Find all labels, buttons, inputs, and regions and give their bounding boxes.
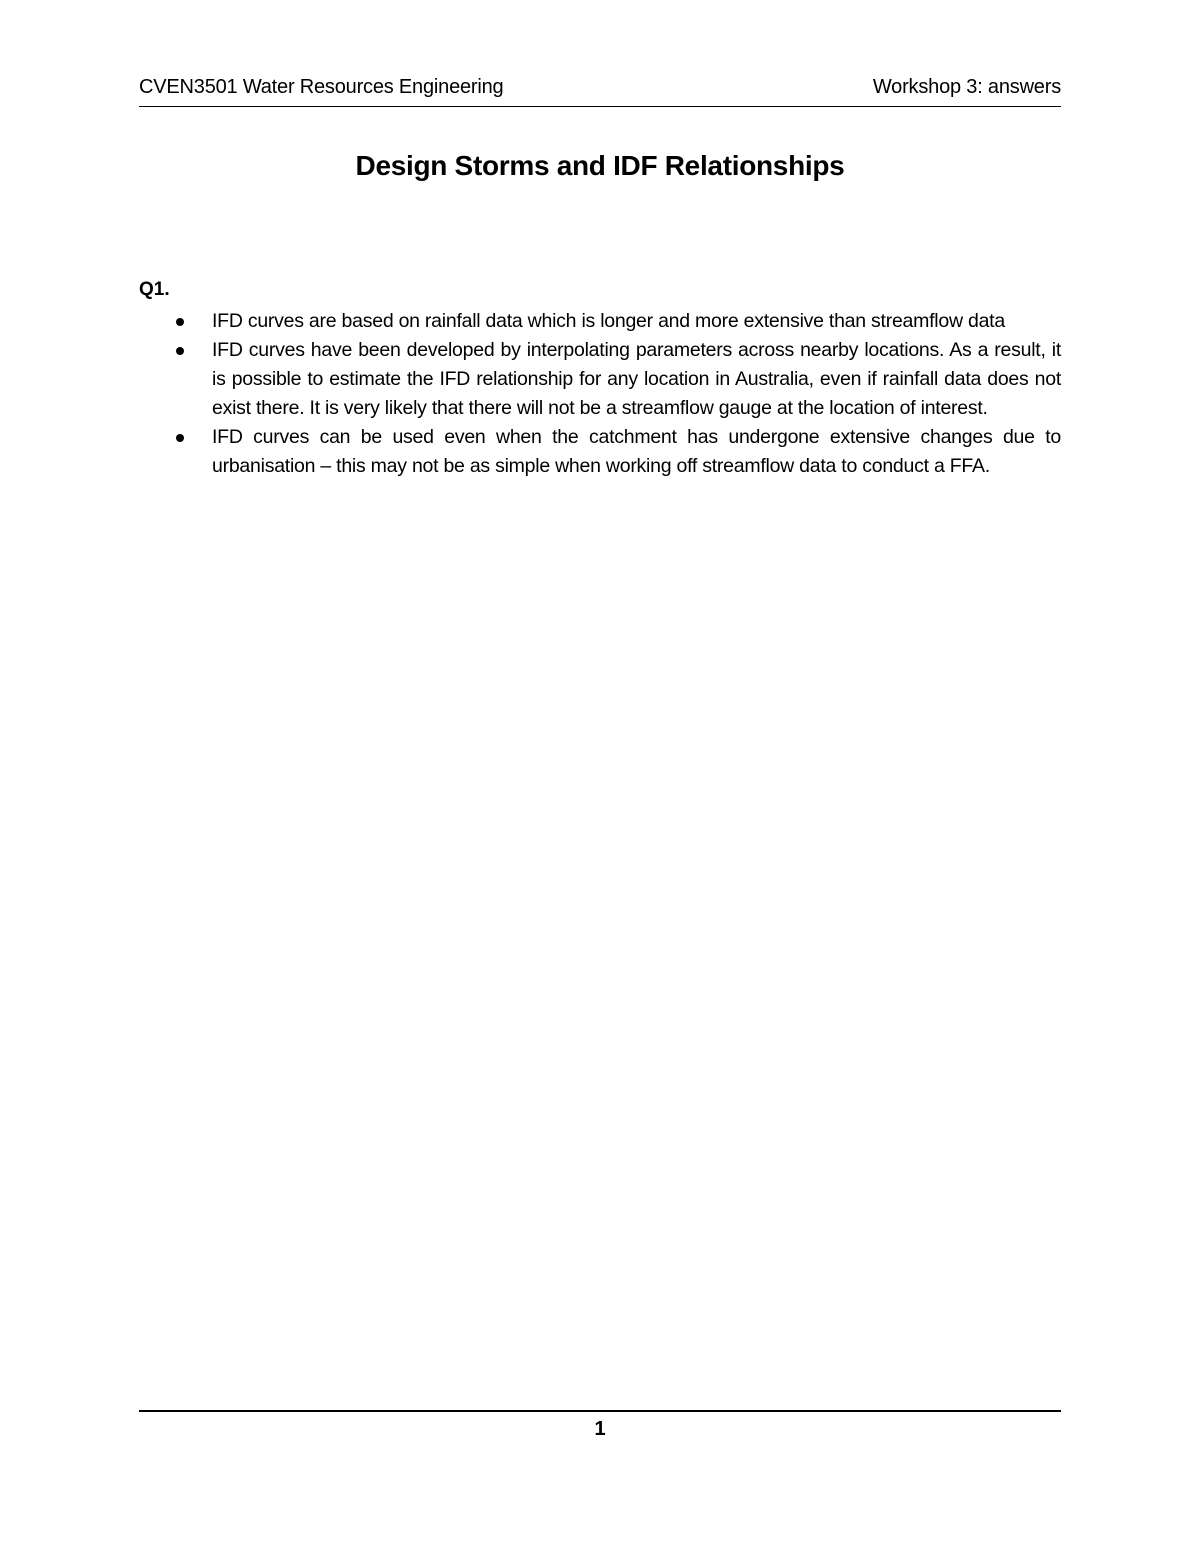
list-item [175,307,1061,336]
list-item [175,423,1061,481]
answer-text: IFD curves can be used even when the catchment has undergone extensive changes due to urbanisation – this may not be as simple when working off streamflow data to conduct a FFA. [212,426,1061,477]
answer-list [175,307,1061,481]
bullet-icon [176,434,184,442]
course-title: CVEN3501 Water Resources Engineering [139,76,504,98]
page-header [139,76,1061,107]
answer-text: IFD curves are based on rainfall data which is longer and more extensive than streamflow data [212,310,1005,332]
bullet-icon [176,318,184,326]
footer-rule [139,1410,1061,1412]
question-label: Q1. [139,279,170,300]
document-title: Design Storms and IDF Relationships [355,150,845,181]
workshop-label: Workshop 3: answers [872,76,1061,98]
list-item [175,336,1061,423]
bullet-icon [176,347,184,355]
page-number: 1 [594,1418,606,1440]
answer-text: IFD curves have been developed by interpolating parameters across nearby locations. As a result, it is possible to estimate the IFD relationship for any location in Australia, even if rainfall data does not exist there. It is very likely that there will not be a streamflow gauge at the location of interest. [212,339,1061,419]
